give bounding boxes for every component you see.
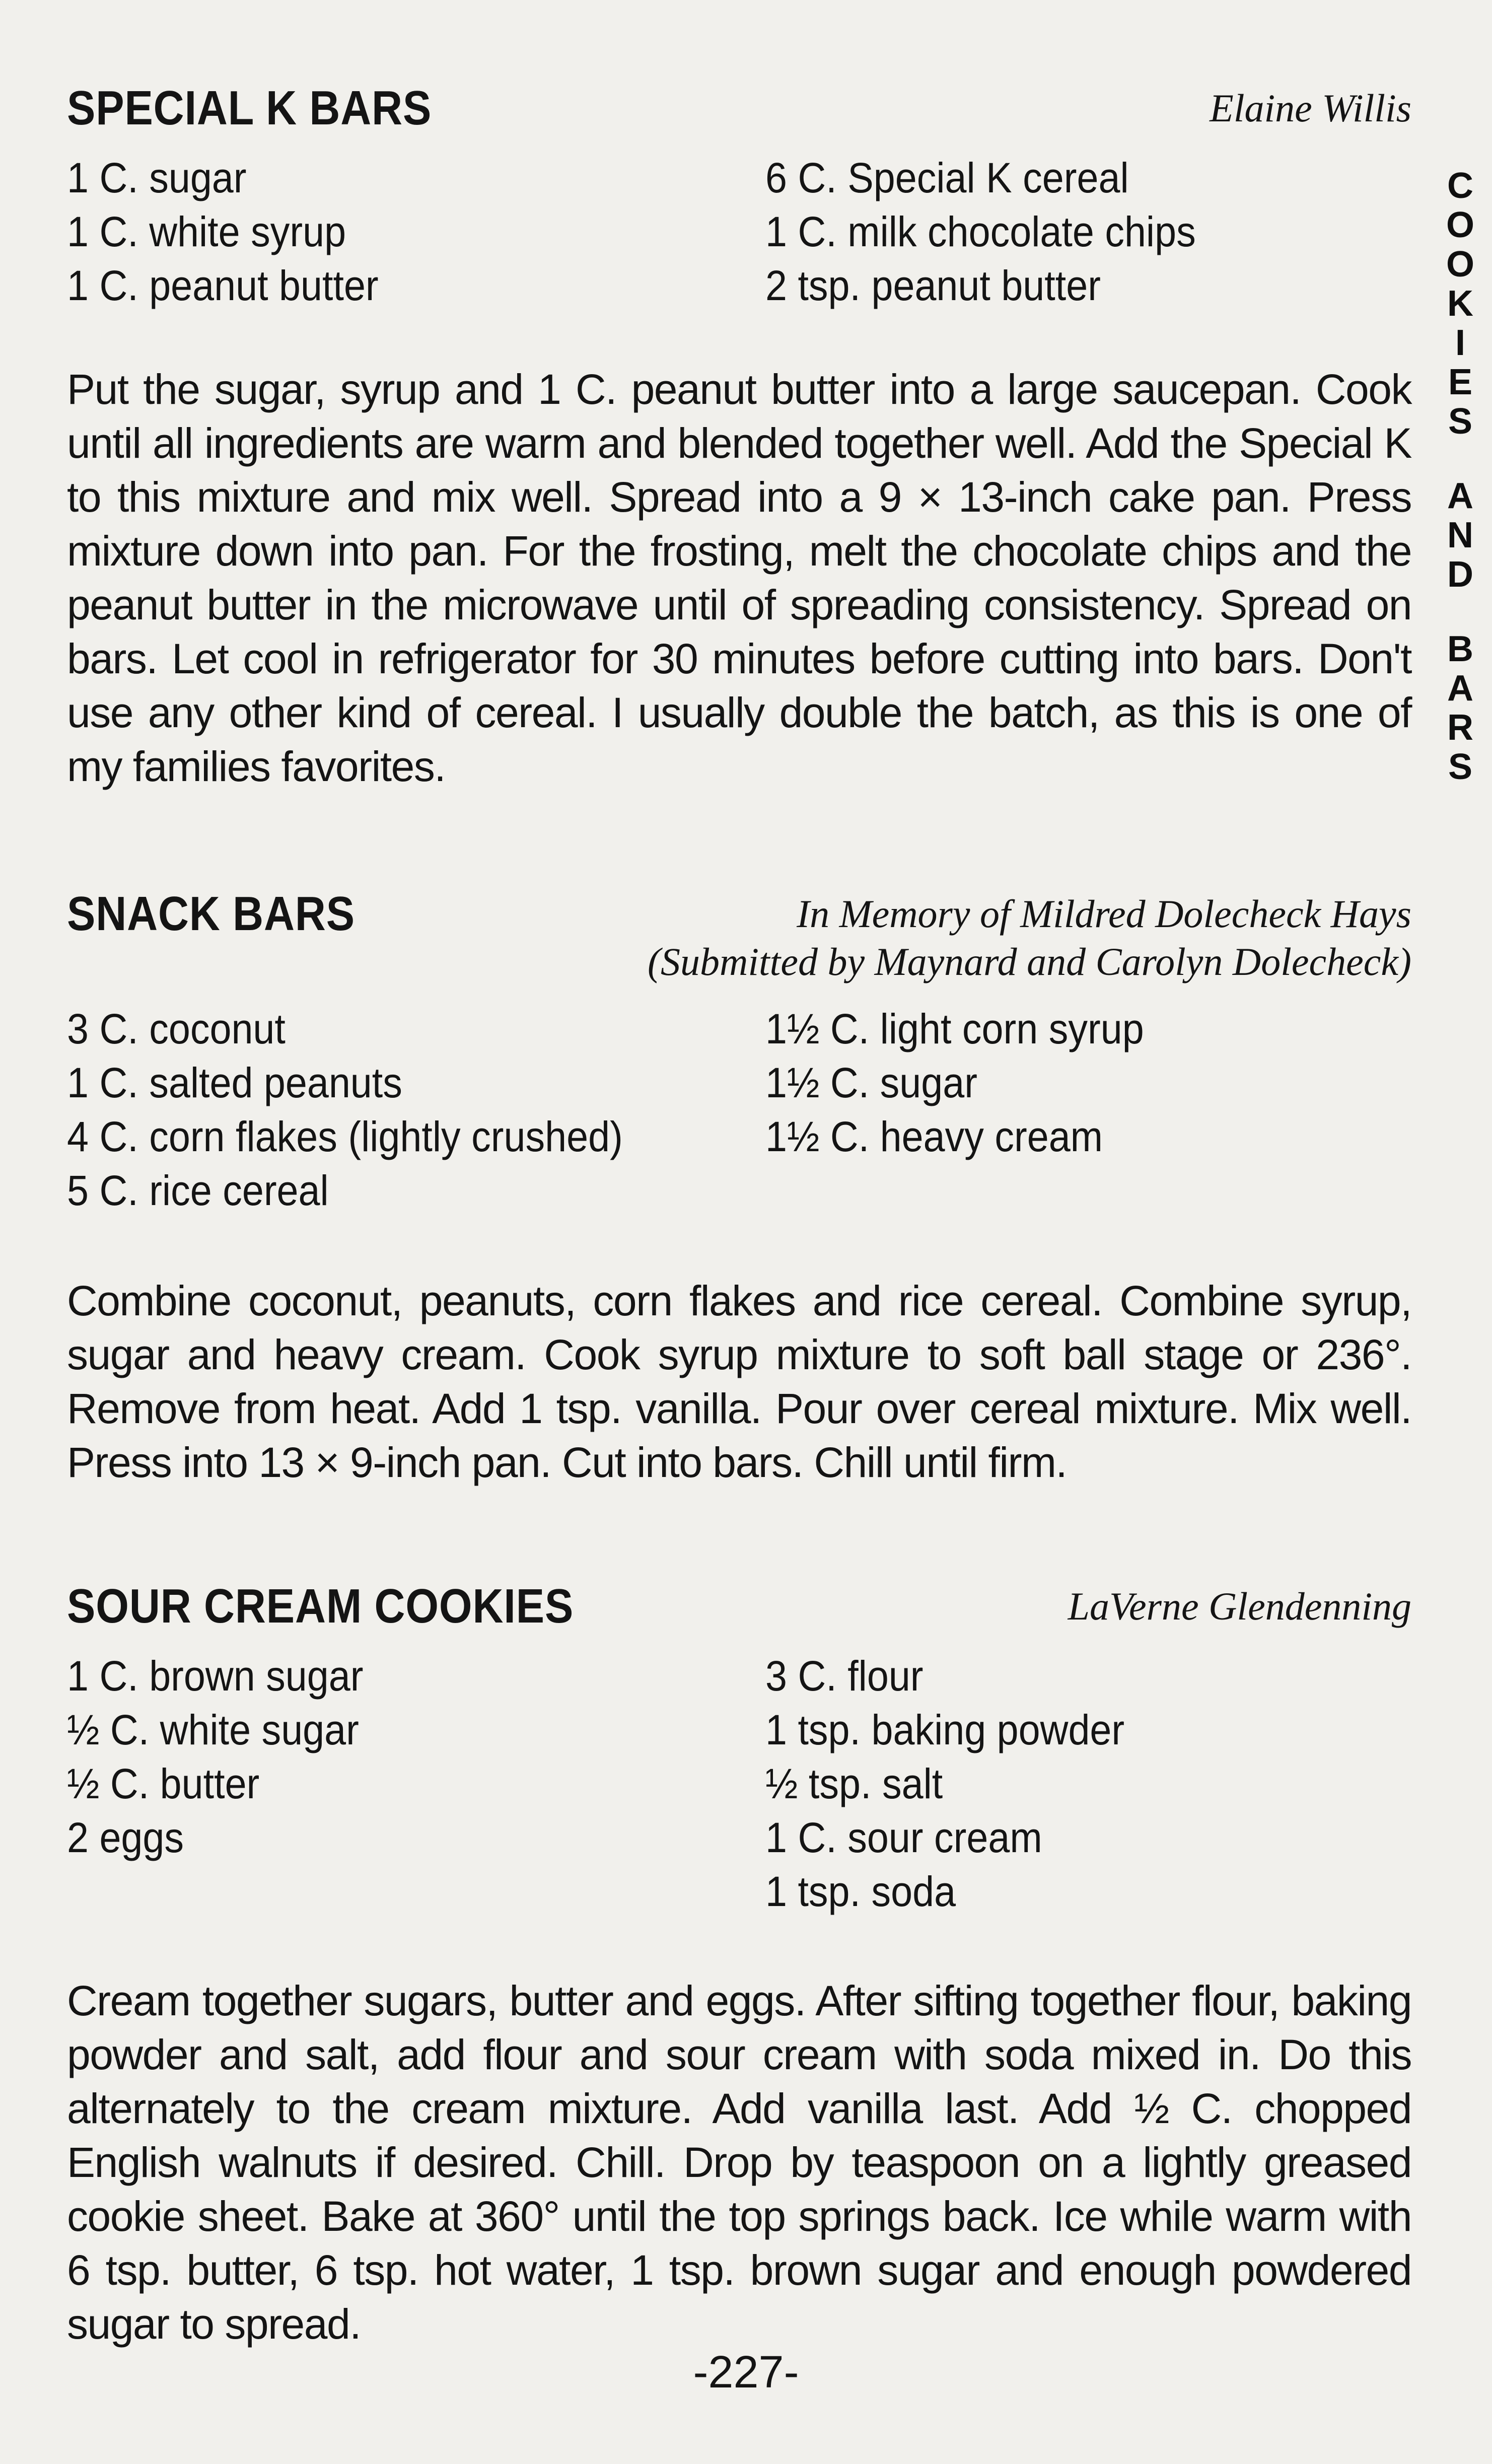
recipe-credit: In Memory of Mildred Dolecheck Hays [797, 892, 1411, 936]
recipe-sour-cream-cookies [67, 1579, 1411, 2348]
ingredient: ½ C. butter [67, 1760, 260, 1807]
ingredient: 1 C. sugar [67, 154, 247, 201]
ingredient: 1 C. brown sugar [67, 1652, 364, 1700]
ingredient: 5 C. rice cereal [67, 1167, 329, 1214]
tab-letter: C [1447, 166, 1473, 206]
recipe-title: SOUR CREAM COOKIES [67, 1579, 574, 1633]
tab-letter: S [1448, 747, 1473, 787]
tab-letter: O [1446, 244, 1474, 285]
ingredient: 4 C. corn flakes (lightly crushed) [67, 1113, 623, 1160]
ingredient: 3 C. flour [765, 1652, 923, 1700]
recipe-snack-bars [67, 886, 1411, 1486]
recipe-credit: LaVerne Glendenning [1068, 1584, 1411, 1628]
recipe-directions: Combine coconut, peanuts, corn flakes and rice cereal. Combine syrup, sugar and heavy cream. Cook syrup mixture to soft ball stage or 236°. Remove from heat. Add 1 tsp. vanilla. Pour over cereal mixture. Mix well. Press into 13 × 9-inch pan. Cut into bars. Chill until firm. [67, 1277, 1411, 1486]
ingredient: 1½ C. sugar [765, 1059, 977, 1106]
page-number: -227- [693, 2347, 799, 2398]
tab-letter: A [1447, 476, 1473, 516]
ingredient: 1 C. salted peanuts [67, 1059, 402, 1106]
recipe-title: SPECIAL K BARS [67, 81, 432, 135]
ingredients-left [67, 1649, 389, 1865]
section-tab-cookies-and-bars [1438, 166, 1483, 787]
recipe-title: SNACK BARS [67, 887, 356, 941]
ingredient: ½ C. white sugar [67, 1706, 359, 1753]
ingredient: ½ tsp. salt [765, 1760, 943, 1807]
tab-letter: I [1455, 323, 1465, 363]
ingredient: 6 C. Special K cereal [765, 154, 1129, 201]
tab-letter: R [1447, 708, 1473, 748]
tab-letter: B [1447, 629, 1473, 669]
ingredient: 1 C. white syrup [67, 208, 346, 255]
tab-letter: D [1447, 554, 1473, 595]
ingredient: 1 tsp. soda [765, 1868, 956, 1915]
tab-letter: A [1447, 668, 1473, 709]
recipe-credit-line2: (Submitted by Maynard and Carolyn Dolecheck) [648, 940, 1411, 983]
ingredient: 2 tsp. peanut butter [765, 262, 1101, 309]
ingredient: 1½ C. heavy cream [765, 1113, 1103, 1160]
ingredients-left [67, 151, 405, 313]
tab-letter: E [1448, 362, 1473, 402]
ingredients-right [765, 151, 1233, 313]
tab-gap [1438, 441, 1483, 476]
tab-letter: S [1448, 401, 1473, 442]
recipe-special-k-bars [67, 81, 1411, 790]
tab-letter: N [1447, 515, 1473, 555]
ingredient: 3 C. coconut [67, 1005, 286, 1052]
ingredients-left [67, 1002, 671, 1218]
ingredient: 1½ C. light corn syrup [765, 1005, 1144, 1052]
ingredients-right [765, 1002, 1177, 1164]
recipe-directions: Put the sugar, syrup and 1 C. peanut butter into a large saucepan. Cook until all ingredients are warm and blended together well. Add the Special K to this mixture and mix well. Spread into a 9 × 13-inch cake pan. Press mixture down into pan. For the frosting, melt the chocolate chips and the peanut butter in the microwave until of spreading consistency. Spread on bars. Let cool in refrigerator for 30 minutes before cutting into bars. Don't use any other kind of cereal. I usually double the batch, as this is one of my families favorites. [67, 366, 1411, 790]
ingredient: 1 tsp. baking powder [765, 1706, 1125, 1753]
tab-letter: K [1447, 284, 1473, 324]
tab-letter: O [1446, 205, 1474, 245]
tab-gap [1438, 594, 1483, 629]
recipe-directions: Cream together sugars, butter and eggs. After sifting together flour, baking powder and salt, add flour and sour cream with soda mixed in. Do this alternately to the cream mixture. Add vanilla last. Add ½ C. chopped English walnuts if desired. Chill. Drop by teaspoon on a lightly greased cookie sheet. Bake at 360° until the top springs back. Ice while warm with 6 tsp. butter, 6 tsp. hot water, 1 tsp. brown sugar and enough powdered sugar to spread. [67, 1977, 1411, 2348]
ingredient: 1 C. milk chocolate chips [765, 208, 1196, 255]
recipe-credit: Elaine Willis [1210, 86, 1411, 130]
ingredient: 1 C. sour cream [765, 1814, 1042, 1861]
ingredient: 2 eggs [67, 1814, 184, 1861]
ingredients-right [765, 1649, 1156, 1919]
ingredient: 1 C. peanut butter [67, 262, 379, 309]
